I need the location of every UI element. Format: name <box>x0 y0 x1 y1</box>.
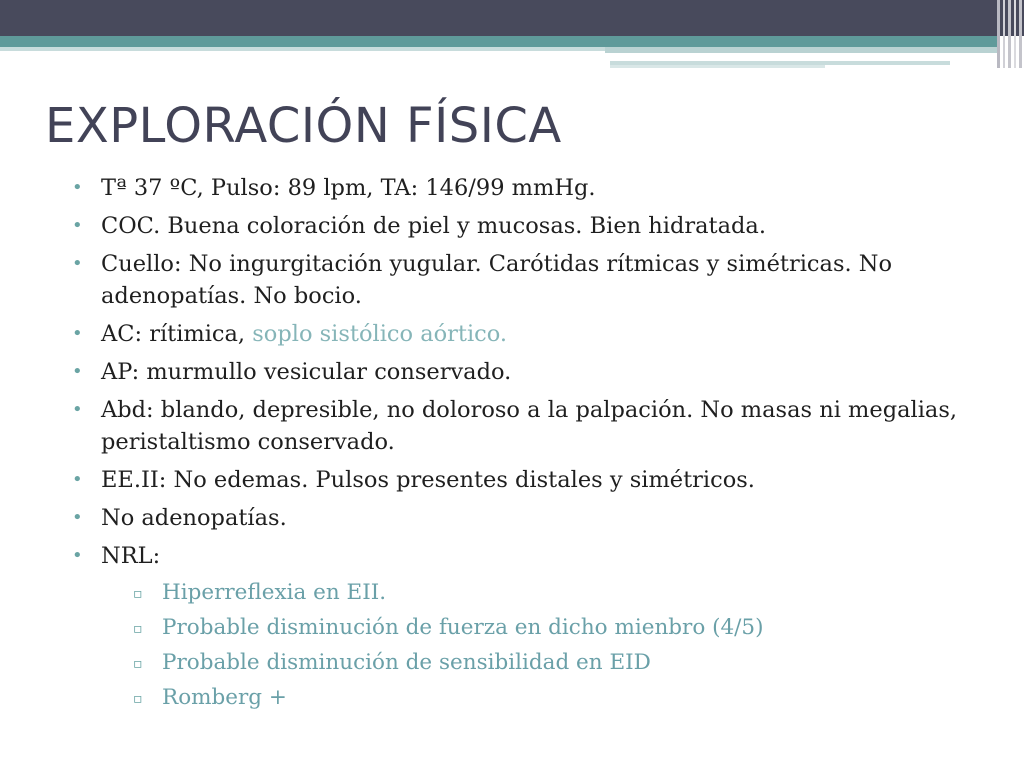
header-stripe <box>610 65 825 68</box>
square-bullet-icon: ▫ <box>133 586 143 602</box>
list-item-highlight: soplo sistólico aórtico. <box>252 321 508 347</box>
sub-list-item-text: Probable disminución de fuerza en dicho mienbro (4/5) <box>162 615 764 640</box>
bullet-icon: • <box>72 507 83 528</box>
sub-list-item <box>101 614 972 642</box>
bullet-icon: • <box>72 399 83 420</box>
sub-bullet-list <box>101 579 972 712</box>
bullet-icon: • <box>72 545 83 566</box>
sub-list-item <box>101 649 972 677</box>
sub-list-item <box>101 684 972 712</box>
sub-list-item <box>101 579 972 607</box>
square-bullet-icon: ▫ <box>133 691 143 707</box>
list-item-text: No adenopatías. <box>101 505 287 531</box>
list-item-text: Cuello: No ingurgitación yugular. Carótidas rítmicas y simétricas. No adenopatías. No bocio. <box>101 251 893 309</box>
sub-list-item-text: Hiperreflexia en EII. <box>162 580 387 605</box>
header-bar-teal <box>0 36 1000 47</box>
header-vertical-lines <box>995 0 1024 68</box>
list-item <box>72 172 972 204</box>
header-stripe <box>605 47 1000 53</box>
bullet-icon: • <box>72 361 83 382</box>
list-item <box>72 210 972 242</box>
list-item <box>72 502 972 534</box>
list-item-text: EE.II: No edemas. Pulsos presentes distales y simétricos. <box>101 467 755 493</box>
bullet-icon: • <box>72 323 83 344</box>
list-item <box>72 394 972 458</box>
bullet-icon: • <box>72 469 83 490</box>
list-item-text: AC: rítimica, <box>101 321 253 347</box>
bullet-icon: • <box>72 253 83 274</box>
sub-list-item-text: Probable disminución de sensibilidad en EID <box>162 650 651 675</box>
slide-title: EXPLORACIÓN FÍSICA <box>45 98 562 154</box>
list-item <box>72 248 972 312</box>
list-item-text: AP: murmullo vesicular conservado. <box>101 359 512 385</box>
bullet-list <box>72 172 972 718</box>
list-item <box>72 464 972 496</box>
list-item <box>72 318 972 350</box>
bullet-icon: • <box>72 177 83 198</box>
sub-list-item-text: Romberg + <box>162 685 287 710</box>
list-item-text: NRL: <box>101 543 161 569</box>
header-stripe <box>0 47 605 51</box>
list-item-text: Abd: blando, depresible, no doloroso a la palpación. No masas ni megalias, peristaltismo conservado. <box>101 397 958 455</box>
list-item-text: COC. Buena coloración de piel y mucosas. Bien hidratada. <box>101 213 766 239</box>
list-item <box>72 356 972 388</box>
bullet-icon: • <box>72 215 83 236</box>
list-item <box>72 540 972 712</box>
list-item-text: Tª 37 ºC, Pulso: 89 lpm, TA: 146/99 mmHg. <box>101 175 596 201</box>
square-bullet-icon: ▫ <box>133 656 143 672</box>
square-bullet-icon: ▫ <box>133 621 143 637</box>
header-bar-dark <box>0 0 1024 36</box>
